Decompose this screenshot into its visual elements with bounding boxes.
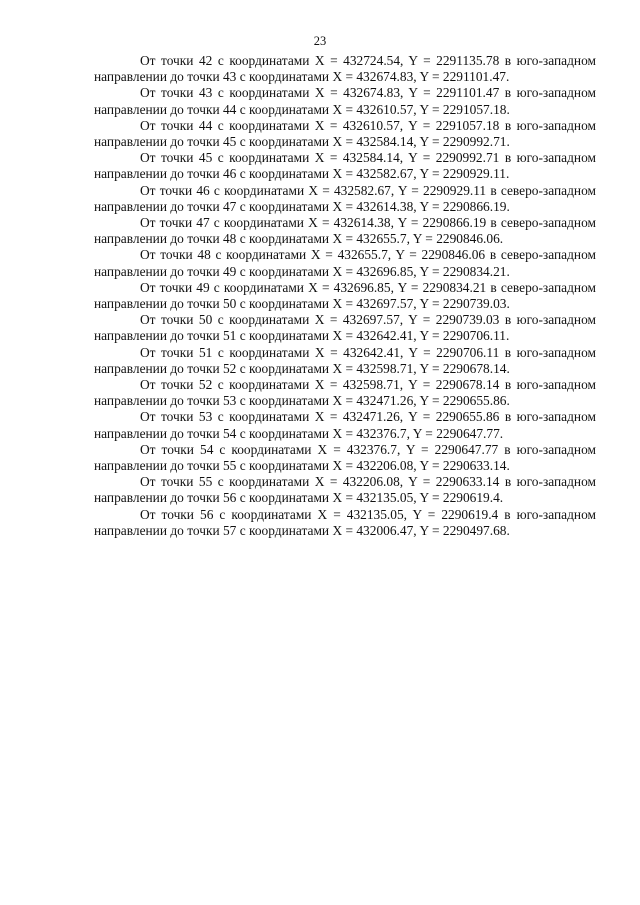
paragraph-point-45: От точки 45 с координатами X = 432584.14, Y = 2290992.71 в юго-западном направлении до точки 46 с координатами X = 432582.67, Y = 2290929.11. — [94, 150, 596, 182]
paragraph-point-52: От точки 52 с координатами X = 432598.71, Y = 2290678.14 в юго-западном направлении до точки 53 с координатами X = 432471.26, Y = 2290655.86. — [94, 377, 596, 409]
document-body — [94, 53, 596, 539]
paragraph-point-43: От точки 43 с координатами X = 432674.83, Y = 2291101.47 в юго-западном направлении до точки 44 с координатами X = 432610.57, Y = 2291057.18. — [94, 85, 596, 117]
page-number: 23 — [313, 34, 327, 48]
paragraph-point-44: От точки 44 с координатами X = 432610.57, Y = 2291057.18 в юго-западном направлении до точки 45 с координатами X = 432584.14, Y = 2290992.71. — [94, 117, 596, 150]
paragraph-point-50: От точки 50 с координатами X = 432697.57, Y = 2290739.03 в юго-западном направлении до точки 51 с координатами X = 432642.41, Y = 2290706.11. — [94, 312, 596, 344]
paragraph-point-51: От точки 51 с координатами X = 432642.41, Y = 2290706.11 в юго-западном направлении до точки 52 с координатами X = 432598.71, Y = 2290678.14. — [94, 344, 596, 376]
paragraph-point-55: От точки 55 с координатами X = 432206.08, Y = 2290633.14 в юго-западном направлении до точки 56 с координатами X = 432135.05, Y = 2290619.4. — [94, 474, 596, 506]
paragraph-point-42: От точки 42 с координатами X = 432724.54, Y = 2291135.78 в юго-западном направлении до точки 43 с координатами X = 432674.83, Y = 2291101.47. — [94, 53, 596, 85]
paragraph-point-46: От точки 46 с координатами X = 432582.67, Y = 2290929.11 в северо-западном направлении до точки 47 с координатами X = 432614.38, Y = 2290866.19. — [94, 182, 596, 214]
paragraph-point-53: От точки 53 с координатами X = 432471.26, Y = 2290655.86 в юго-западном направлении до точки 54 с координатами X = 432376.7, Y = 2290647.77. — [94, 409, 596, 441]
paragraph-point-48: От точки 48 с координатами X = 432655.7, Y = 2290846.06 в северо-западном направлении до точки 49 с координатами X = 432696.85, Y = 2290834.21. — [94, 247, 596, 279]
paragraph-point-56: От точки 56 с координатами X = 432135.05, Y = 2290619.4 в юго-западном направлении до точки 57 с координатами X = 432006.47, Y = 2290497.68. — [94, 506, 596, 538]
paragraph-point-47: От точки 47 с координатами X = 432614.38, Y = 2290866.19 в северо-западном направлении до точки 48 с координатами X = 432655.7, Y = 2290846.06. — [94, 215, 596, 247]
paragraph-point-54: От точки 54 с координатами X = 432376.7, Y = 2290647.77 в юго-западном направлении до точки 55 с координатами X = 432206.08, Y = 2290633.14. — [94, 441, 596, 474]
paragraph-point-49: От точки 49 с координатами X = 432696.85, Y = 2290834.21 в северо-западном направлении до точки 50 с координатами X = 432697.57, Y = 2290739.03. — [94, 279, 596, 312]
